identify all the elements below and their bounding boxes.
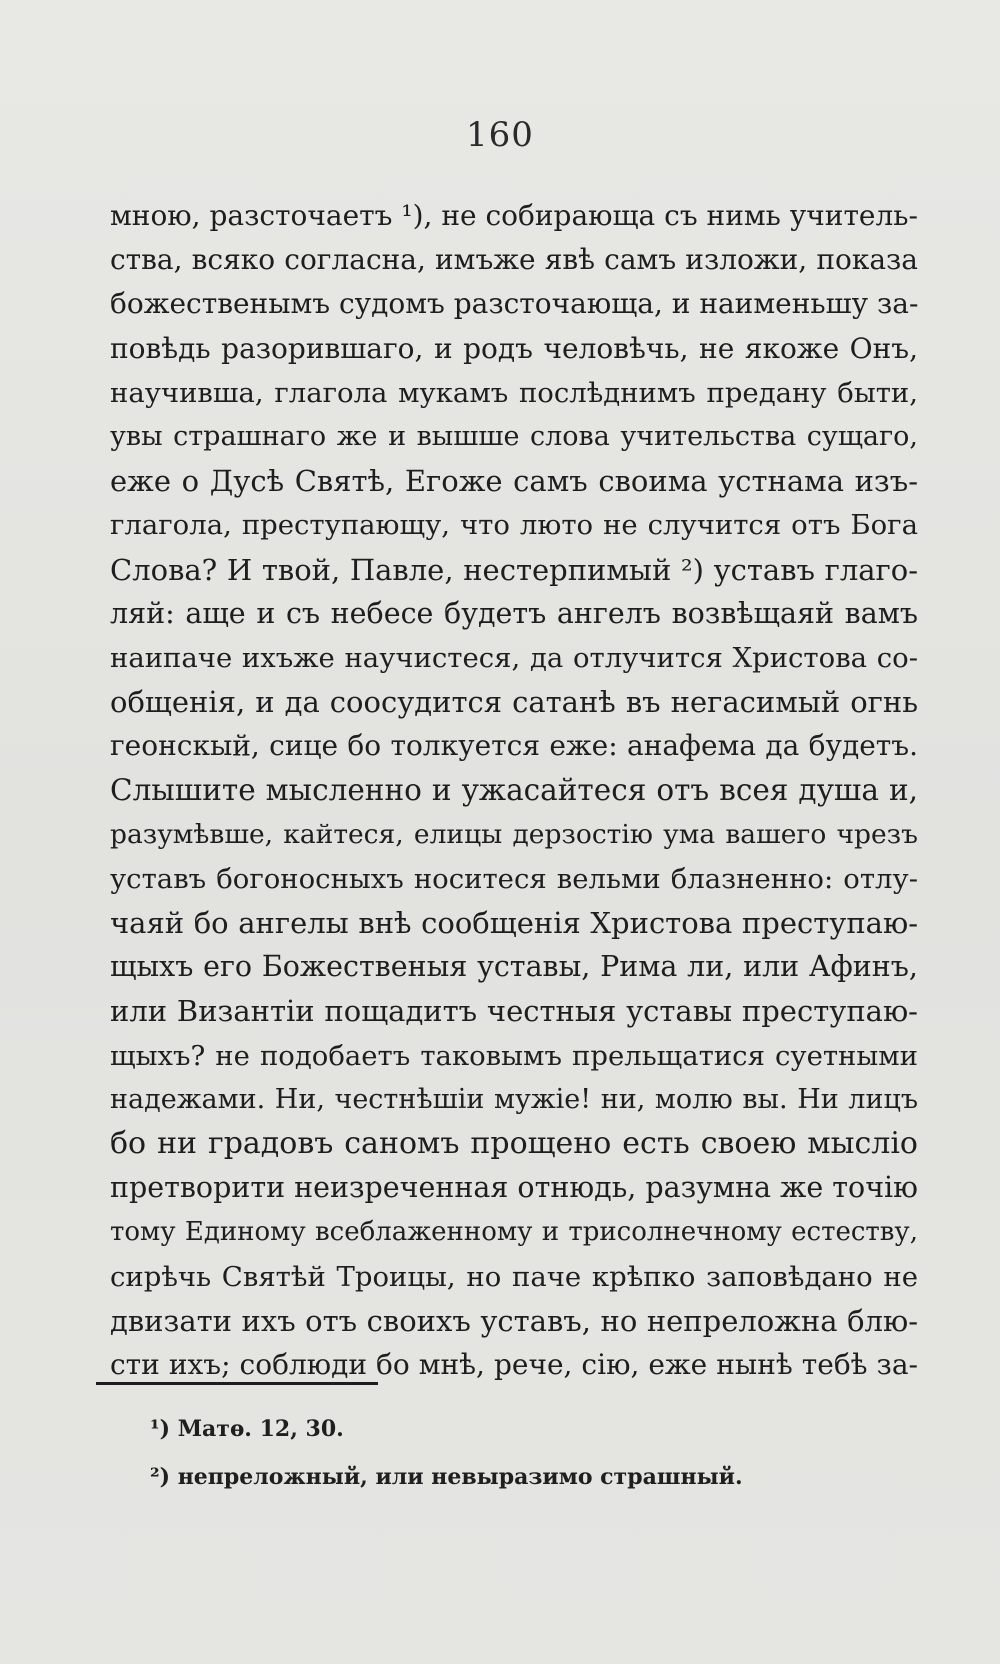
text-line: тому Единому всеблаженному и трисолнечному естеству, [110,1217,918,1248]
page-number: 160 [466,115,534,155]
text-line: или Византіи пощадитъ честныя уставы преступаю- [110,994,918,1029]
footnote-2: ²) непреложный, или невыразимо страшный. [150,1464,743,1490]
text-line: наипаче ихъже научистеся, да отлучится Христова со- [110,641,918,674]
text-line: ства, всяко согласна, имъже явѣ самъ изложи, показа [110,243,918,277]
text-line: бо ни градовъ саномъ прощено есть своею мысліо [110,1125,918,1161]
text-line: глагола, преступающу, что люто не случится отъ Бога [110,509,918,542]
text-line: божественымъ судомъ разсточающа, и наименьшу за- [110,287,918,321]
text-line: двизати ихъ отъ своихъ уставъ, но непреложна блю- [110,1303,918,1338]
text-line: сти ихъ; соблюди бо мнѣ, рече, сію, еже нынѣ тебѣ за- [110,1347,918,1381]
body-text [110,194,918,1387]
text-line: чаяй бо ангелы внѣ сообщенія Христова преступаю- [110,906,918,940]
text-line: геонскый, сице бо толкуется еже: анафема да будетъ. [110,729,918,763]
text-line: Слышите мысленно и ужасайтеся отъ всея душа и, [110,773,918,808]
text-line: надежами. Ни, честнѣшіи мужіе! ни, молю вы. Ни лицъ [110,1083,918,1115]
text-line: уставъ богоносныхъ носитеся вельми блазненно: отлу- [110,862,918,895]
text-line: научивша, глагола мукамъ послѣднимъ предану быти, [110,376,918,409]
text-line: сирѣчь Святѣй Троицы, но паче крѣпко заповѣдано не [110,1260,918,1293]
footnotes [150,1405,850,1501]
text-line: мною, разсточаетъ ¹), не собирающа съ нимь учитель- [110,199,918,232]
text-line: разумѣвше, кайтеся, елицы дерзостію ума вашего чрезъ [110,818,918,850]
footnote-divider [96,1382,378,1385]
text-line: общенія, и да соосудится сатанѣ въ негасимый огнь [110,685,918,720]
text-line: щыхъ? не подобаетъ таковымъ прельщатися суетными [110,1039,918,1072]
text-line: претворити неизреченная отнюдь, разумна же точію [110,1171,918,1205]
text-line: повѣдь разорившаго, и родъ человѣчь, не якоже Онъ, [110,331,918,365]
text-line: увы страшнаго же и вышше слова учительства сущаго, [110,420,918,452]
footnote-1: ¹) Матѳ. 12, 30. [150,1416,344,1442]
text-line: Слова? И твой, Павле, нестерпимый ²) уставъ глаго- [110,552,918,587]
text-line: еже о Дусѣ Святѣ, Егоже самъ своима устнама изъ- [110,464,918,499]
text-line: щыхъ его Божественыя уставы, Рима ли, или Афинъ, [110,950,918,984]
text-line: ляй: аще и съ небесе будетъ ангелъ возвѣщаяй вамъ [110,596,918,630]
